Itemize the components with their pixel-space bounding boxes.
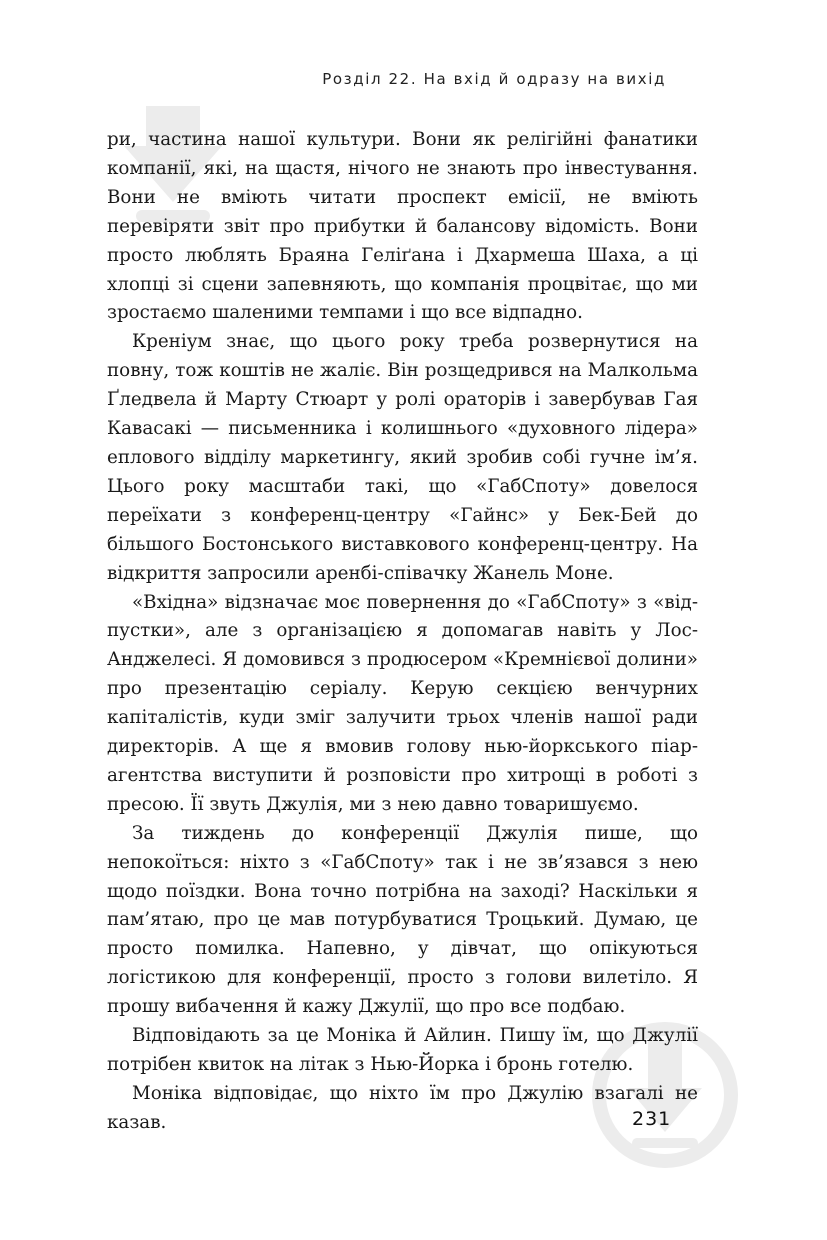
paragraph-5: Відповідають за це Моніка й Айлин. Пишу їм, що Джулії потрібен квиток на літак з Нью-Йорка і бронь готелю. (107, 1025, 698, 1075)
paragraph-1: ри, частина нашої культури. Вони як релігійні фанатики компанії, які, на щастя, нічого не знають про інвестування. Вони не вміють читати проспект емісії, не вміють перевіряти звіт про прибутки й балансову відомість. Вони просто люблять Браяна Геліґана і Дхармеша Шаха, а ці хлопці зі сцени запевняють, що компанія процвітає, що ми зростаємо шаленими темпами і що все відпадно. (107, 129, 698, 324)
page-body (107, 126, 698, 1138)
page-number: 231 (632, 1108, 672, 1130)
running-header: Розділ 22. На вхід й одразу на вихід (322, 70, 666, 88)
paragraph-6: Моніка відповідає, що ніхто їм про Джулію взагалі не казав. (107, 1082, 698, 1133)
paragraph-3: «Вхідна» відзначає моє повернення до «ГабСпоту» з «відпустки», але з організацією я допомагав навіть у Лос-Анджелесі. Я домовився з продюсером «Кремнієвої долини» про презентацію серіалу. Керую секцією венчурних капіталістів, куди зміг залучити трьох членів нашої ради директорів. А ще я вмовив голову нью-йоркського піар-агентства виступити й розповісти про хитрощі в роботі з пресою. Її звуть Джулія, ми з нею давно товаришуємо. (107, 591, 698, 815)
paragraph-4: За тиждень до конференції Джулія пише, що непокоїться: ніхто з «ГабСпоту» так і не зв’язався з нею щодо поїздки. Вона точно потрібна на заході? Наскільки я пам’ятаю, про це мав потурбуватися Троцький. Думаю, це просто помилка. Напевно, у дівчат, що опікуються логістикою для конференції, просто з голови вилетіло. Я прошу вибачення й кажу Джулії, що про все подбаю. (107, 822, 698, 1018)
paragraph-2: Креніум знає, що цього року треба розвернутися на повну, тож коштів не жаліє. Він розщедрився на Малкольма Ґледвела й Марту Стюарт у ролі ораторів і завербував Гая Кавасакі — письменника і колишнього «духовного лідера» еплового відділу маркетингу, який зробив собі гучне ім’я. Цього року масштаби такі, що «ГабСпоту» довелося переїхати з конференц-центру «Гайнс» у Бек-Бей до більшого Бостонського виставкового конференц-центру. На відкриття запросили аренбі-співачку Жанель Моне. (107, 331, 698, 584)
